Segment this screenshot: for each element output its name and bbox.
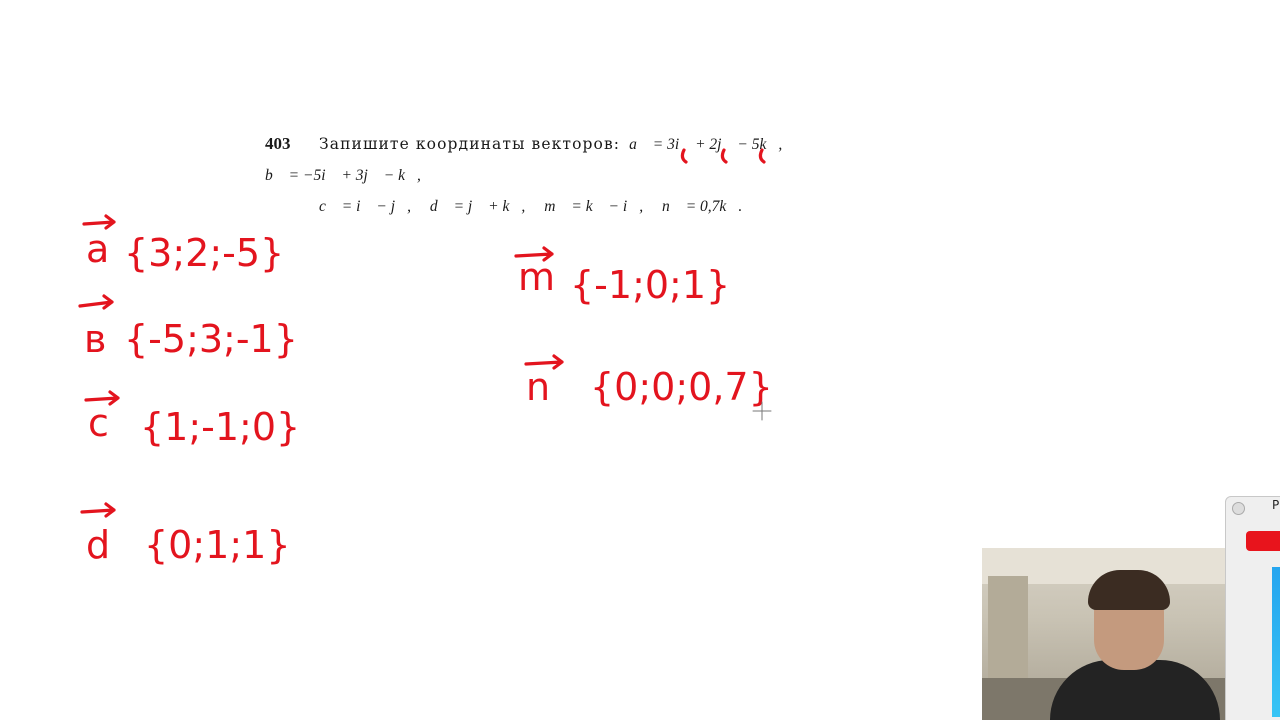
vector-letter: n <box>526 365 551 409</box>
handwritten-vector-c <box>86 392 300 449</box>
side-window-title: P <box>1272 498 1280 512</box>
handwritten-vector-n <box>526 356 773 409</box>
vector-coords: {-1;0;1} <box>570 263 731 307</box>
vector-letter: в <box>84 317 107 361</box>
record-button[interactable] <box>1246 531 1280 551</box>
vector-letter: m <box>518 255 556 299</box>
vector-coords: {0;1;1} <box>144 523 291 567</box>
problem-line-1 <box>265 128 965 191</box>
handwritten-vector-d <box>82 504 291 567</box>
vector-letter: c <box>88 401 109 445</box>
vector-arrow <box>86 392 118 404</box>
vector-coords: {3;2;-5} <box>124 231 285 275</box>
problem-statement <box>265 128 965 222</box>
equation-c: c⃗ = i⃗ − j⃗, <box>319 198 411 215</box>
handwritten-vector-b <box>80 296 298 361</box>
vector-letter: a <box>86 227 110 271</box>
side-window-fragment[interactable] <box>1225 496 1280 720</box>
vector-arrow <box>82 504 114 516</box>
equation-d: d⃗ = j⃗ + k⃗, <box>429 198 526 215</box>
equation-a: a⃗ = 3i⃗ + 2j⃗ − 5k⃗, <box>629 136 783 153</box>
handwritten-vector-m <box>516 248 730 307</box>
equation-n: n⃗ = 0,7k⃗. <box>662 198 743 215</box>
problem-intro: Запишите координаты векторов: <box>319 135 621 153</box>
webcam-background-shelf <box>988 576 1028 686</box>
problem-line-2 <box>265 191 965 222</box>
vector-letter: d <box>86 523 111 567</box>
vector-arrow <box>80 296 112 308</box>
webcam-person-hair <box>1088 570 1170 610</box>
handwritten-vector-a <box>84 216 284 275</box>
vector-coords: {1;-1;0} <box>140 405 301 449</box>
vector-coords: {-5;3;-1} <box>124 317 298 361</box>
equation-m: m⃗ = k⃗ − i⃗, <box>544 198 644 215</box>
vector-arrow <box>84 216 114 228</box>
color-palette-bar[interactable] <box>1272 567 1280 717</box>
problem-number: 403 <box>265 134 291 153</box>
vector-coords: {0;0;0,7} <box>590 365 773 409</box>
equation-b: b⃗ = −5i⃗ + 3j⃗ − k⃗, <box>265 167 421 184</box>
window-close-icon[interactable] <box>1232 502 1245 515</box>
vector-arrow <box>516 248 552 260</box>
vector-arrow <box>526 356 562 368</box>
crosshair-cursor-icon <box>753 402 771 420</box>
